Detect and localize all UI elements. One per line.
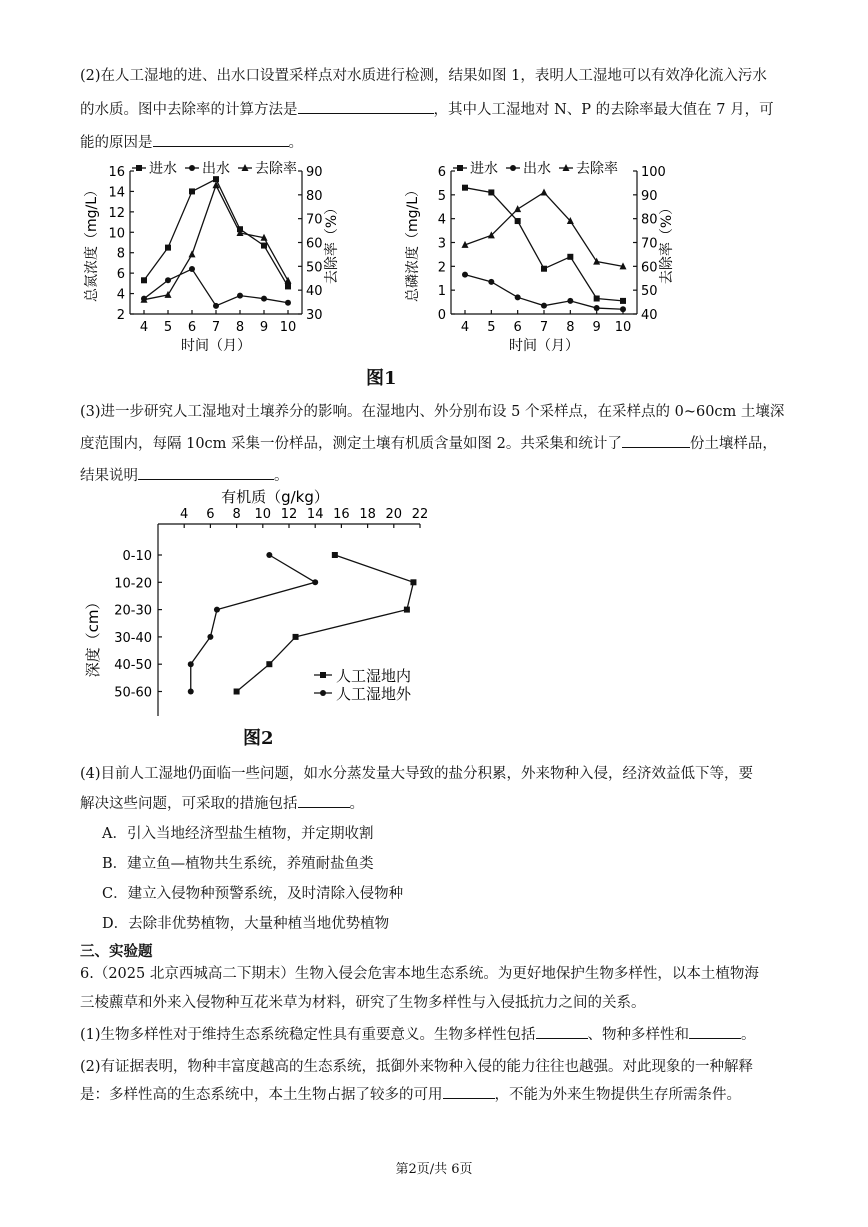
data-point-去除率: [285, 277, 292, 284]
data-point-人工湿地内: [266, 661, 272, 667]
x-tick-label: 4: [460, 320, 470, 335]
data-point-人工湿地外: [188, 661, 194, 667]
figure-2-caption: 图2: [243, 728, 274, 749]
q4-text: 。: [349, 796, 364, 812]
y-axis-title-left: 总磷浓度（mg/L）: [405, 182, 421, 303]
data-point-出水: [567, 298, 573, 304]
data-point-进水: [141, 277, 147, 283]
data-point-进水: [620, 298, 626, 304]
y-tick-label-right: 40: [641, 308, 658, 323]
y-tick-label-right: 60: [641, 260, 658, 276]
option-c[interactable]: C．建立入侵物种预警系统，及时清除入侵物种: [102, 886, 404, 902]
data-point-出水: [165, 277, 171, 283]
data-point-进水: [567, 254, 573, 260]
data-point-人工湿地内: [404, 607, 410, 613]
data-point-进水: [488, 189, 494, 195]
q6-text: ，不能为外来生物提供生存所需条件。: [494, 1087, 741, 1103]
q6-part1: [80, 1023, 756, 1044]
q3-text: 。: [274, 468, 289, 484]
q2-line-3: [80, 131, 303, 152]
x-axis-title: 时间（月）: [509, 338, 579, 354]
q6-line-1: 6.（2025 北京西城高二下期末）生物入侵会危害本地生态系统。为更好地保护生物多样性，以本土植物海: [80, 966, 759, 982]
data-point-出水: [515, 294, 521, 300]
data-point-人工湿地外: [266, 552, 272, 558]
y-tick-label: 50-60: [114, 685, 152, 701]
q6-part2-line-1: (2)有证据表明，物种丰富度越高的生态系统，抵御外来物种入侵的能力往往也越强。对此现象的一种解释: [80, 1059, 754, 1075]
y-tick-label-right: 80: [641, 212, 658, 228]
y-axis-title-right: 去除率（%）: [659, 200, 675, 285]
answer-blank-conclusion[interactable]: [138, 465, 274, 480]
x-tick-label: 16: [333, 507, 350, 522]
y-tick-label-left: 14: [108, 185, 125, 201]
legend-label: 进水: [470, 161, 498, 177]
q6-text: 、物种多样性和: [587, 1027, 690, 1043]
x-tick-label: 8: [566, 320, 575, 335]
legend-marker: [510, 165, 516, 171]
x-axis-title: 有机质（g/kg）: [221, 488, 329, 506]
section-heading: 三、实验题: [80, 943, 153, 960]
data-point-出水: [261, 296, 267, 302]
data-point-人工湿地外: [207, 634, 213, 640]
q6-line-2: 三棱藨草和外来入侵物种互花米草为材料，研究了生物多样性与入侵抵抗力之间的关系。: [80, 995, 646, 1011]
q2-text: 的水质。图中去除率的计算方法是: [80, 102, 298, 118]
answer-blank-removal-method[interactable]: [298, 99, 434, 114]
answer-blank-diversity-2[interactable]: [689, 1024, 741, 1039]
x-tick-label: 7: [211, 320, 221, 335]
data-point-出水: [462, 272, 468, 278]
y-tick-label-right: 70: [641, 236, 658, 252]
y-tick-label: 20-30: [114, 603, 152, 619]
y-tick-label-left: 2: [116, 308, 125, 323]
series-line-去除率: [465, 192, 623, 266]
q3-line-3: [80, 464, 289, 485]
data-point-出水: [541, 303, 547, 309]
y-tick-label: 10-20: [114, 576, 152, 592]
y-tick-label-left: 8: [116, 246, 125, 262]
x-tick-label: 12: [280, 507, 298, 522]
x-axis-title: 时间（月）: [181, 338, 251, 354]
y-tick-label-left: 12: [108, 205, 125, 221]
option-a[interactable]: A．引入当地经济型盐生植物，并定期收割: [102, 826, 374, 842]
y-tick-label-left: 1: [437, 284, 446, 300]
x-tick-label: 6: [187, 320, 197, 335]
y-axis-title-left: 总氮浓度（mg/L）: [84, 182, 100, 303]
data-point-出水: [285, 300, 291, 306]
legend-label: 去除率: [576, 161, 618, 177]
x-tick-label: 8: [235, 320, 245, 335]
x-tick-label: 20: [385, 507, 403, 522]
series-line-进水: [144, 179, 288, 286]
x-tick-label: 4: [139, 320, 149, 335]
data-point-人工湿地外: [214, 607, 220, 613]
data-point-进水: [541, 266, 547, 272]
legend-label: 进水: [149, 161, 177, 177]
x-tick-label: 6: [206, 507, 215, 522]
y-tick-label: 40-50: [114, 658, 152, 674]
option-b[interactable]: B．建立鱼—植物共生系统，养殖耐盐鱼类: [102, 856, 374, 872]
data-point-出水: [488, 279, 494, 285]
series-line-进水: [465, 188, 623, 301]
y-tick-label-left: 2: [437, 260, 446, 276]
answer-blank-measures[interactable]: [298, 793, 350, 808]
legend-marker: [320, 690, 326, 696]
y-tick-label-right: 90: [641, 188, 658, 204]
y-tick-label-right: 90: [306, 165, 323, 180]
q6-text: (1)生物多样性对于维持生态系统稳定性具有重要意义。生物多样性包括: [80, 1027, 536, 1043]
x-tick-label: 14: [306, 507, 324, 522]
x-tick-label: 6: [513, 320, 522, 335]
q3-text: 度范围内，每隔 10cm 采集一份样品，测定土壤有机质含量如图 2。共采集和统计了: [80, 436, 622, 452]
y-tick-label-left: 5: [437, 188, 446, 204]
data-point-进水: [261, 243, 267, 249]
y-tick-label: 0-10: [122, 549, 152, 564]
data-point-出水: [237, 293, 243, 299]
legend-marker: [320, 672, 326, 678]
x-tick-label: 10: [254, 507, 272, 522]
x-tick-label: 8: [232, 507, 241, 522]
y-tick-label-right: 60: [306, 236, 323, 252]
y-tick-label-left: 6: [437, 165, 446, 180]
data-point-进水: [515, 218, 521, 224]
q3-text: 份土壤样品，: [689, 436, 777, 452]
q2-text: 能的原因是: [80, 135, 153, 151]
data-point-进水: [285, 283, 291, 289]
legend-marker: [189, 165, 195, 171]
x-tick-label: 9: [592, 320, 601, 335]
y-tick-label-left: 6: [116, 267, 125, 283]
answer-blank-sample-count[interactable]: [622, 433, 690, 448]
x-tick-label: 18: [359, 507, 376, 522]
q4-line-1: (4)目前人工湿地仍面临一些问题，如水分蒸发量大导致的盐分积累，外来物种入侵，经济效益低下等，要: [80, 766, 754, 782]
data-point-去除率: [514, 205, 521, 212]
legend-label: 去除率: [255, 161, 297, 177]
y-tick-label-right: 50: [306, 260, 323, 276]
legend-label: 人工湿地内: [336, 667, 412, 685]
option-d[interactable]: D．去除非优势植物，大量种植当地优势植物: [102, 916, 390, 932]
x-tick-label: 10: [279, 320, 297, 335]
data-point-出水: [620, 306, 626, 312]
page-footer: 第2页/共 6页: [395, 1162, 473, 1177]
figure-1-caption: 图1: [366, 368, 397, 389]
y-tick-label-left: 16: [108, 165, 125, 180]
answer-blank-reason[interactable]: [153, 132, 289, 147]
y-tick-label-left: 3: [437, 236, 446, 252]
data-point-出水: [213, 303, 219, 309]
q3-line-2: [80, 432, 777, 453]
q6-text: 是：多样性高的生态系统中，本土生物占据了较多的可用: [80, 1087, 443, 1103]
data-point-去除率: [189, 250, 196, 257]
legend-marker: [457, 165, 463, 171]
data-point-出水: [594, 305, 600, 311]
q2-line-1: (2)在人工湿地的进、出水口设置采样点对水质进行检测，结果如图 1，表明人工湿地可以有效净化流入污水: [80, 68, 767, 84]
data-point-人工湿地外: [312, 579, 318, 585]
q2-text: 。: [288, 135, 303, 151]
y-tick-label-right: 100: [641, 165, 666, 180]
x-tick-label: 9: [259, 320, 269, 335]
y-tick-label-right: 70: [306, 212, 323, 228]
data-point-去除率: [541, 188, 548, 195]
organic-matter-chart: [80, 484, 440, 724]
y-tick-label-right: 80: [306, 188, 323, 204]
legend-label: 出水: [202, 161, 230, 177]
x-tick-label: 5: [487, 320, 496, 335]
data-point-进水: [189, 188, 195, 194]
data-point-人工湿地内: [234, 689, 240, 695]
x-tick-label: 7: [539, 320, 549, 335]
y-axis-title: 深度（cm）: [84, 594, 102, 678]
data-point-出水: [189, 266, 195, 272]
data-point-进水: [213, 176, 219, 182]
y-tick-label-right: 50: [641, 284, 658, 300]
data-point-进水: [594, 296, 600, 302]
y-tick-label: 30-40: [114, 630, 152, 646]
q4-line-2: [80, 792, 364, 813]
total-nitrogen-chart: [80, 156, 340, 366]
y-tick-label-left: 10: [108, 226, 125, 242]
legend-marker: [136, 165, 142, 171]
q4-text: 解决这些问题，可采取的措施包括: [80, 796, 298, 812]
y-tick-label-left: 4: [116, 287, 125, 303]
data-point-人工湿地内: [332, 552, 338, 558]
x-tick-label: 4: [180, 507, 189, 522]
series-line-人工湿地外: [191, 555, 315, 692]
y-tick-label-right: 30: [306, 308, 323, 323]
legend-label: 人工湿地外: [336, 685, 412, 703]
legend-label: 出水: [523, 161, 551, 177]
answer-blank-diversity-1[interactable]: [536, 1024, 588, 1039]
q3-text: 结果说明: [80, 468, 138, 484]
q6-part2-line-2: [80, 1083, 741, 1104]
total-phosphorus-chart: [405, 156, 680, 366]
q6-text: 。: [741, 1027, 756, 1043]
x-tick-label: 5: [163, 320, 173, 335]
q2-text: ，其中人工湿地对 N、P 的去除率最大值在 7 月，可: [433, 102, 774, 118]
data-point-人工湿地内: [410, 579, 416, 585]
y-axis-title-right: 去除率（%）: [324, 200, 340, 285]
data-point-人工湿地外: [188, 689, 194, 695]
data-point-进水: [462, 185, 468, 191]
data-point-进水: [165, 245, 171, 251]
y-tick-label-left: 4: [437, 212, 446, 228]
x-tick-label: 10: [614, 320, 632, 335]
y-tick-label-left: 0: [437, 308, 446, 323]
data-point-人工湿地内: [293, 634, 299, 640]
x-tick-label: 22: [411, 507, 429, 522]
answer-blank-resources[interactable]: [443, 1084, 495, 1099]
y-tick-label-right: 40: [306, 284, 323, 300]
q3-line-1: (3)进一步研究人工湿地对土壤养分的影响。在湿地内、外分别布设 5 个采样点，在采样点的 0~60cm 土壤深: [80, 404, 785, 420]
q2-line-2: [80, 98, 774, 119]
